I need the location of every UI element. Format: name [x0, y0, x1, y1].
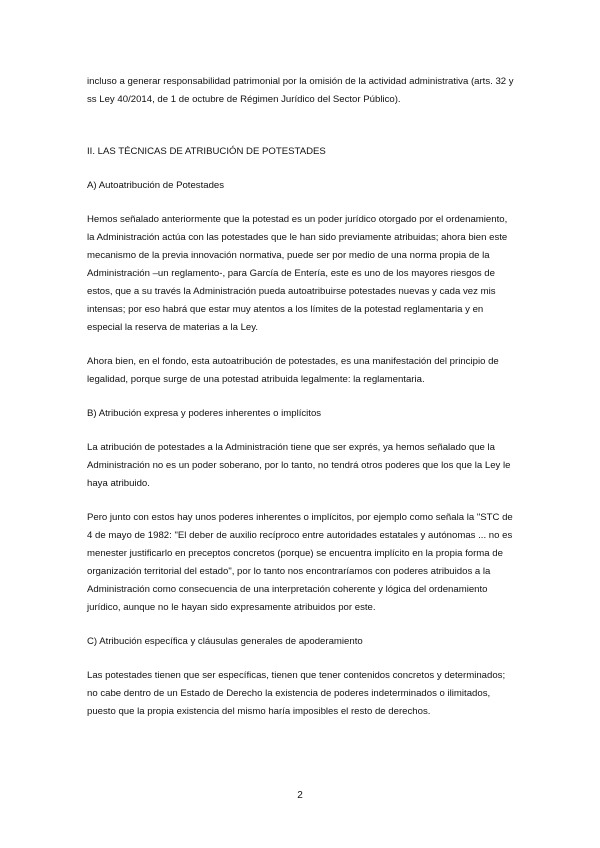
paragraph-c1: Las potestades tienen que ser específicas, tienen que tener contenidos concretos y determinados; no cabe dentro de un Estado de Derecho la existencia de poderes indeterminados o ilimitados, puesto que la propia existencia del mismo haría imposibles el resto de derechos. — [87, 670, 506, 717]
section-title: II. LAS TÉCNICAS DE ATRIBUCIÓN DE POTESTADES — [87, 146, 326, 157]
paragraph-a2: Ahora bien, en el fondo, esta autoatribución de potestades, es una manifestación del principio de legalidad, porque surge de una potestad atribuida legalmente: la reglamentaria. — [87, 356, 499, 385]
page-body — [87, 73, 517, 721]
paragraph-b1: La atribución de potestades a la Administración tiene que ser exprés, ya hemos señalado que la Administración no es un poder soberano, por lo tanto, no tendrá otros poderes que los que la Ley le haya atribuido. — [87, 442, 511, 489]
opening-paragraph: incluso a generar responsabilidad patrimonial por la omisión de la actividad administrativa (arts. 32 y ss Ley 40/2014, de 1 de octubre de Régimen Jurídico del Sector Público). — [87, 76, 514, 105]
subsection-heading-a: A) Autoatribución de Potestades — [87, 180, 225, 191]
subsection-heading-b: B) Atribución expresa y poderes inherentes o implícitos — [87, 408, 322, 419]
paragraph-b2: Pero junto con estos hay unos poderes inherentes o implícitos, por ejemplo como señala la "STC de 4 de mayo de 1982: "El deber de auxilio recíproco entre autoridades estatales y autónomas ... no es menester justificarlo en preceptos concretos (porque) se encuentra implícito en la propia forma de organización territorial del estado", por lo tanto nos encontraríamos con poderes atribuidos a la Administración como consecuencia de una interpretación coherente y lógica del ordenamiento jurídico, aunque no le hayan sido expresamente atribuidos por este. — [87, 512, 513, 613]
subsection-heading-c: C) Atribución específica y cláusulas generales de apoderamiento — [87, 636, 363, 647]
paragraph-a1: Hemos señalado anteriormente que la potestad es un poder jurídico otorgado por el ordenamiento, la Administración actúa con las potestades que le han sido previamente atribuidas; ahora bien este mecanismo de la previa innovación normativa, puede ser por medio de una norma propia de la Administración –un reglamento-, para García de Entería, este es uno de los mayores riesgos de estos, que a su través la Administración pueda autoatribuirse potestades nuevas y cada vez mis intensas; por eso habrá que estar muy atentos a los límites de la potestad reglamentaria y en especial la reserva de materias a la Ley. — [87, 214, 508, 333]
page-number: 2 — [297, 790, 303, 801]
